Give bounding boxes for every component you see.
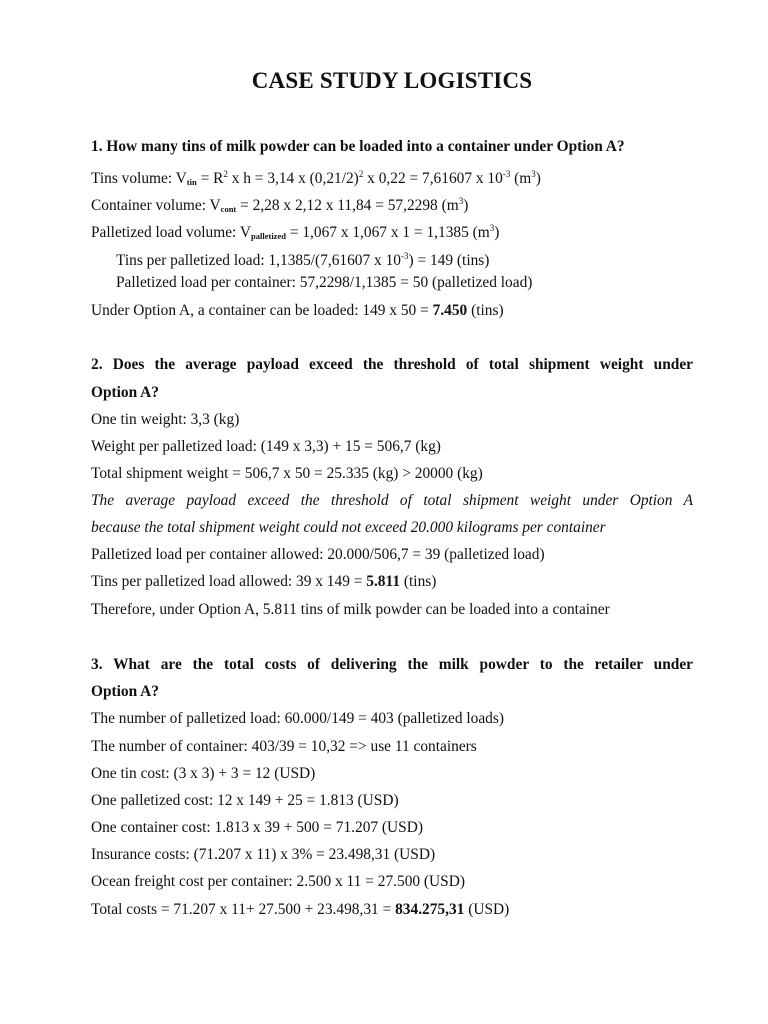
- allowed-tins-value: 5.811: [366, 573, 401, 590]
- weight-per-load-line: Weight per palletized load: (149 x 3,3) + 15 = 506,7 (kg): [91, 438, 441, 455]
- question-3-line-2: Option A?: [91, 683, 159, 700]
- question-2-line-2: Option A?: [91, 384, 159, 401]
- total-costs-value: 834.275,31: [395, 901, 465, 918]
- num-loads-line: The number of palletized load: 60.000/149 = 403 (palletized loads): [91, 710, 504, 727]
- insurance-line: Insurance costs: (71.207 x 11) x 3% = 23.498,31 (USD): [91, 846, 436, 863]
- note-line-1: The average payload exceed the threshold of total shipment weight under Option A: [91, 492, 693, 509]
- container-volume-line: Container volume: $V_{cont} = 2,28$ x 2,12 x 11,84 = 57,2298 $(m^3)$: [91, 196, 469, 214]
- allowed-loads-line: Palletized load per container allowed: 20.000/506,7 = 39 (palletized load): [91, 546, 545, 563]
- tin-cost-line: One tin cost: (3 x 3) + 3 = 12 (USD): [91, 765, 316, 782]
- pallet-cost-line: One palletized cost: 12 x 149 + 25 = 1.813 (USD): [91, 792, 399, 809]
- q1-result-line: Under Option A, a container can be loaded: 149 x 50 = 7.450 (tins): [91, 302, 504, 319]
- freight-line: Ocean freight cost per container: 2.500 x 11 = 27.500 (USD): [91, 873, 465, 890]
- tin-weight-line: One tin weight: 3,3 (kg): [91, 411, 240, 428]
- allowed-tins-line: Tins per palletized load allowed: 39 x 149 = 5.811 (tins): [91, 573, 437, 590]
- num-containers-line: The number of container: 403/39 = 10,32 => use 11 containers: [91, 738, 477, 755]
- note-line-2: because the total shipment weight could not exceed 20.000 kilograms per container: [91, 519, 606, 536]
- tins-per-load-line: Tins per palletized load: 1,1385/(7,61607 x $10^{-3}) = 149$ (tins): [116, 251, 490, 269]
- load-per-container-line: Palletized load per container: 57,2298/1,1385 = 50 (palletized load): [116, 274, 533, 291]
- tin-volume-line: Tins volume: $V_{tin} = R^2$ x h = 3,14 x $(0,21/2)^2$ x 0,22 = 7,61607 x $10^{-3}$ $(m^3)$: [91, 169, 541, 187]
- palletized-volume-line: Palletized load volume: $V_{palletized} = 1,067$ x 1,067 x 1 = 1,1385 $(m^3)$: [91, 223, 500, 241]
- document-title: CASE STUDY LOGISTICS: [251, 68, 533, 93]
- container-cost-line: One container cost: 1.813 x 39 + 500 = 71.207 (USD): [91, 819, 423, 836]
- question-1: 1. How many tins of milk powder can be loaded into a container under Option A?: [91, 138, 625, 155]
- question-3-line-1: 3. What are the total costs of delivering the milk powder to the retailer under: [91, 656, 693, 673]
- q1-result-value: 7.450: [432, 302, 468, 319]
- total-weight-line: Total shipment weight = 506,7 x 50 = 25.335 (kg) > 20000 (kg): [91, 465, 483, 482]
- q2-conclusion-line: Therefore, under Option A, 5.811 tins of milk powder can be loaded into a container: [91, 601, 610, 618]
- question-2-line-1: 2. Does the average payload exceed the threshold of total shipment weight under: [91, 356, 693, 373]
- total-costs-line: Total costs = 71.207 x 11+ 27.500 + 23.498,31 = 834.275,31 (USD): [91, 901, 510, 918]
